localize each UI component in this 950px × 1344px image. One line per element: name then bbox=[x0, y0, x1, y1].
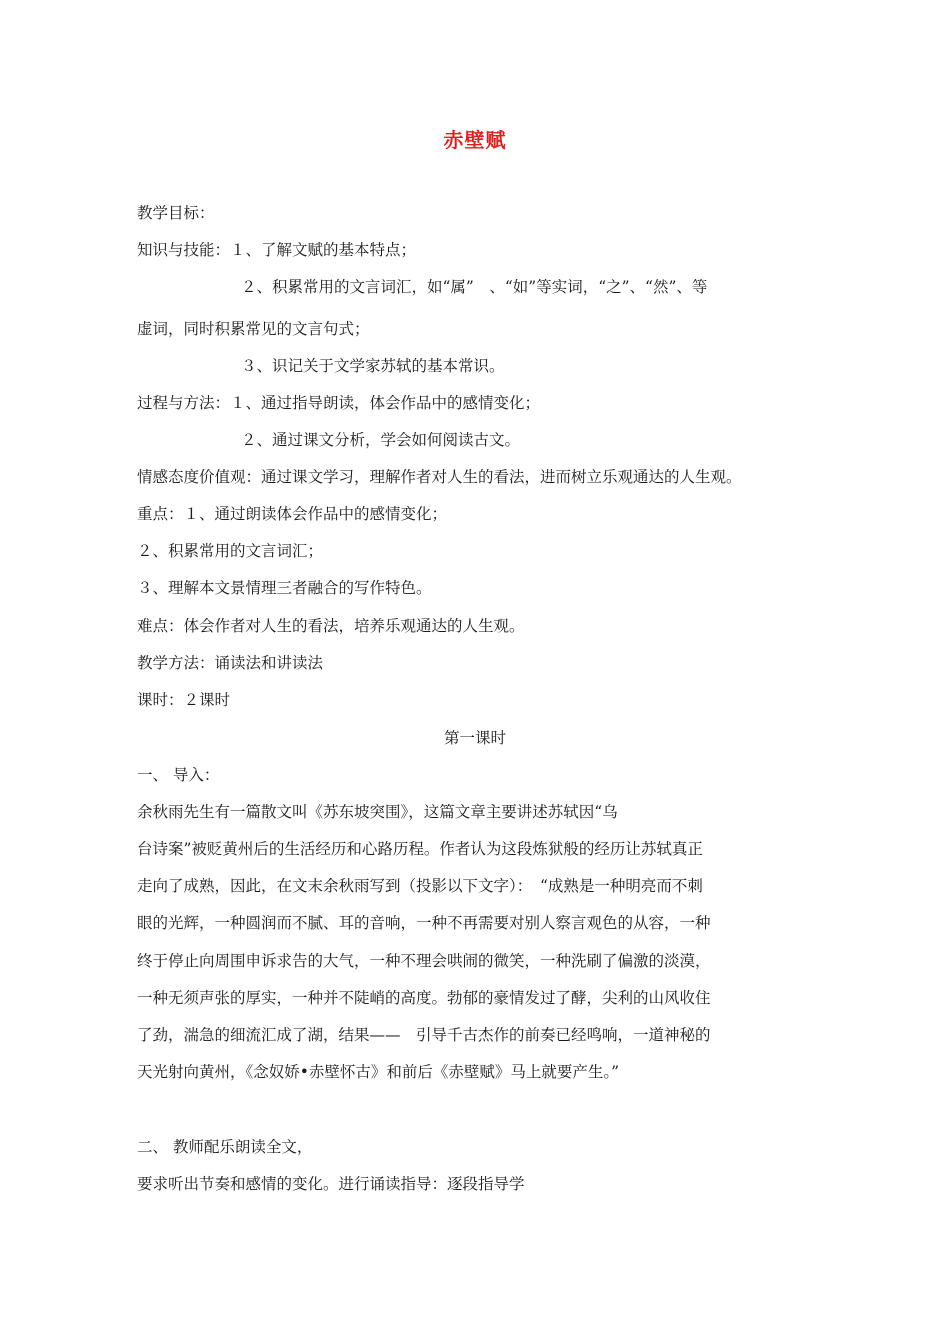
document-title: 赤壁赋 bbox=[443, 128, 507, 152]
intro-paragraph-line-3: 走向了成熟，因此，在文末余秋雨写到（投影以下文字）： “成熟是一种明亮而不刺 bbox=[137, 877, 703, 895]
intro-paragraph-line-7: 了劲，湍急的细流汇成了湖，结果—— 引导千古杰作的前奏已经鸣响，一道神秘的 bbox=[137, 1026, 711, 1044]
intro-paragraph-line-8: 天光射向黄州，《念奴娇•赤壁怀古》和前后《赤壁赋》马上就要产生。” bbox=[137, 1063, 620, 1081]
intro-paragraph-line-2: 台诗案”被贬黄州后的生活经历和心路历程。作者认为这段炼狱般的经历让苏轼真正 bbox=[137, 840, 703, 858]
process-method-line-2: ２、通过课文分析，学会如何阅读古文。 bbox=[241, 431, 521, 449]
section-two-line-1: 要求听出节奏和感情的变化。进行诵读指导：逐段指导学 bbox=[137, 1175, 525, 1193]
process-method-line-1: 过程与方法：１、通过指导朗读，体会作品中的感情变化； bbox=[137, 394, 541, 412]
key-point-3: ３、理解本文景情理三者融合的写作特色。 bbox=[137, 579, 432, 597]
intro-heading: 一、 导入： bbox=[137, 766, 220, 784]
class-hours-line: 课时：２课时 bbox=[137, 691, 231, 709]
key-point-1: 重点：１、通过朗读体会作品中的感情变化； bbox=[137, 505, 448, 523]
knowledge-skills-line-2: ２、积累常用的文言词汇，如“属” 、“如”等实词，“之”、“然”、等 bbox=[241, 278, 708, 296]
knowledge-skills-line-1: 知识与技能：１、了解文赋的基本特点； bbox=[137, 241, 417, 259]
intro-paragraph-line-6: 一种无须声张的厚实，一种并不陡峭的高度。勃郁的豪情发过了酵，尖利的山风收住 bbox=[137, 989, 711, 1007]
difficulty-line: 难点：体会作者对人生的看法，培养乐观通达的人生观。 bbox=[137, 617, 525, 635]
teaching-method-line: 教学方法：诵读法和讲读法 bbox=[137, 654, 324, 672]
section-heading-first-lesson: 第一课时 bbox=[443, 729, 506, 747]
intro-paragraph-line-4: 眼的光辉，一种圆润而不腻、耳的音响，一种不再需要对别人察言观色的从容，一种 bbox=[137, 914, 711, 932]
teaching-goals-heading: 教学目标： bbox=[137, 204, 215, 222]
intro-paragraph-line-1: 余秋雨先生有一篇散文叫《苏东坡突围》，这篇文章主要讲述苏轼因“乌 bbox=[137, 803, 618, 821]
knowledge-skills-line-2-cont: 虚词，同时积累常见的文言句式； bbox=[137, 320, 370, 338]
section-two-heading: 二、 教师配乐朗读全文， bbox=[137, 1138, 313, 1156]
key-point-2: ２、积累常用的文言词汇； bbox=[137, 542, 324, 560]
intro-paragraph-line-5: 终于停止向周围申诉求告的大气，一种不理会哄闹的微笑，一种洗刷了偏激的淡漠， bbox=[137, 952, 711, 970]
knowledge-skills-line-3: ３、识记关于文学家苏轼的基本常识。 bbox=[241, 357, 505, 375]
emotion-values-line: 情感态度价值观：通过课文学习，理解作者对人生的看法，进而树立乐观通达的人生观。 bbox=[137, 468, 742, 486]
